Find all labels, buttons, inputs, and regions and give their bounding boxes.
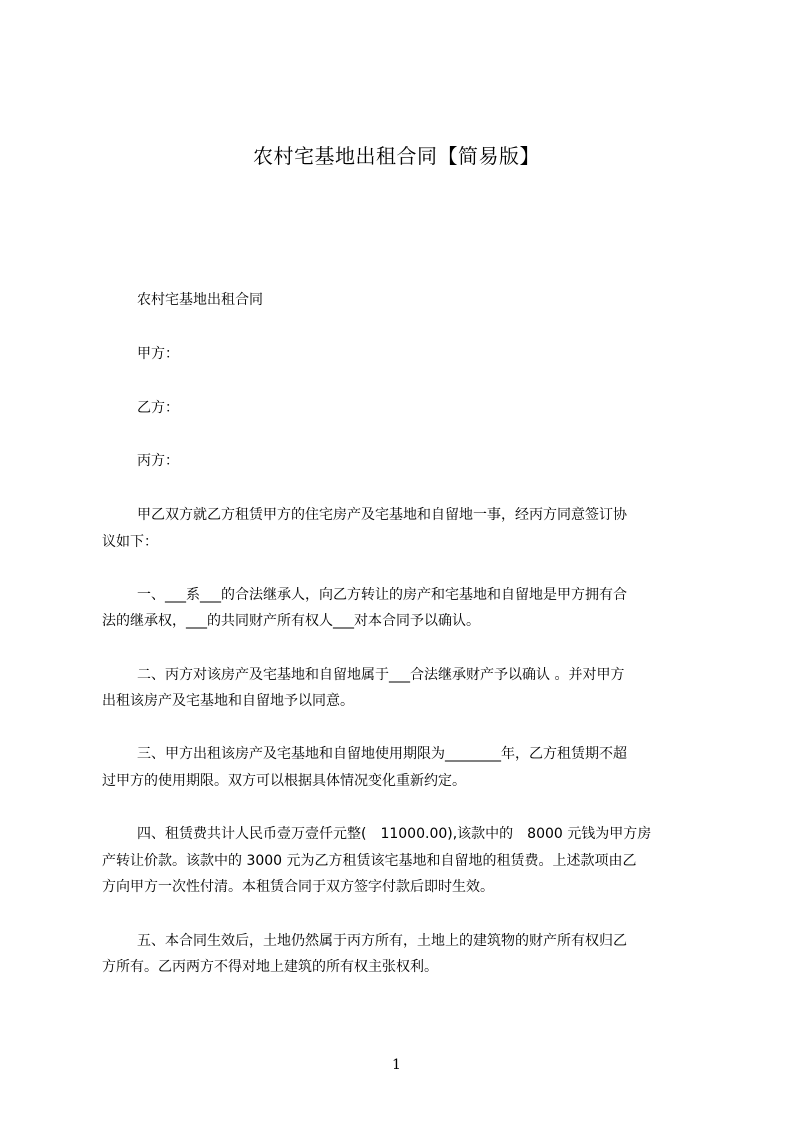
page-number: 1 (392, 1057, 401, 1073)
paragraph-line: 产转让价款。该款中的 3000 元为乙方租赁该宅基地和自留地的租赁费。上述款项由乙 (102, 853, 637, 869)
party-a-label: 甲方： (137, 346, 179, 362)
paragraph-line: 议如下： (102, 534, 158, 550)
paragraph-line: 二、丙方对该房产及宅基地和自留地属于___合法继承财产予以确认 。并对甲方 (137, 667, 625, 683)
party-c-label: 丙方： (137, 453, 179, 469)
paragraph-line: 方向甲方一次性付清。本租赁合同于双方签字付款后即时生效。 (102, 879, 494, 895)
paragraph-line: 四、租赁费共计人民币壹万壹仟元整( 11000.00),该款中的 8000 元钱为甲方房 (137, 826, 652, 842)
party-b-label: 乙方： (137, 400, 179, 416)
paragraph-line: 五、本合同生效后，土地仍然属于丙方所有，土地上的建筑物的财产所有权归乙 (137, 933, 627, 949)
contract-heading: 农村宅基地出租合同 (137, 292, 263, 308)
paragraph-line: 出租该房产及宅基地和自留地予以同意。 (102, 693, 354, 709)
paragraph-line: 甲乙双方就乙方租赁甲方的住宅房产及宅基地和自留地一事，经丙方同意签订协 (137, 507, 627, 523)
paragraph-line: 过甲方的使用期限。双方可以根据具体情况变化重新约定。 (102, 773, 466, 789)
paragraph-line: 三、甲方出租该房产及宅基地和自留地使用期限为________年，乙方租赁期不超 (137, 746, 627, 762)
paragraph-line: 法的继承权，___的共同财产所有权人___对本合同予以确认。 (102, 613, 480, 629)
document-title: 农村宅基地出租合同【简易版】 (253, 144, 540, 168)
paragraph-line: 一、___系___的合法继承人，向乙方转让的房产和宅基地和自留地是甲方拥有合 (137, 587, 627, 603)
paragraph-line: 方所有。乙丙两方不得对地上建筑的所有权主张权利。 (102, 959, 438, 975)
